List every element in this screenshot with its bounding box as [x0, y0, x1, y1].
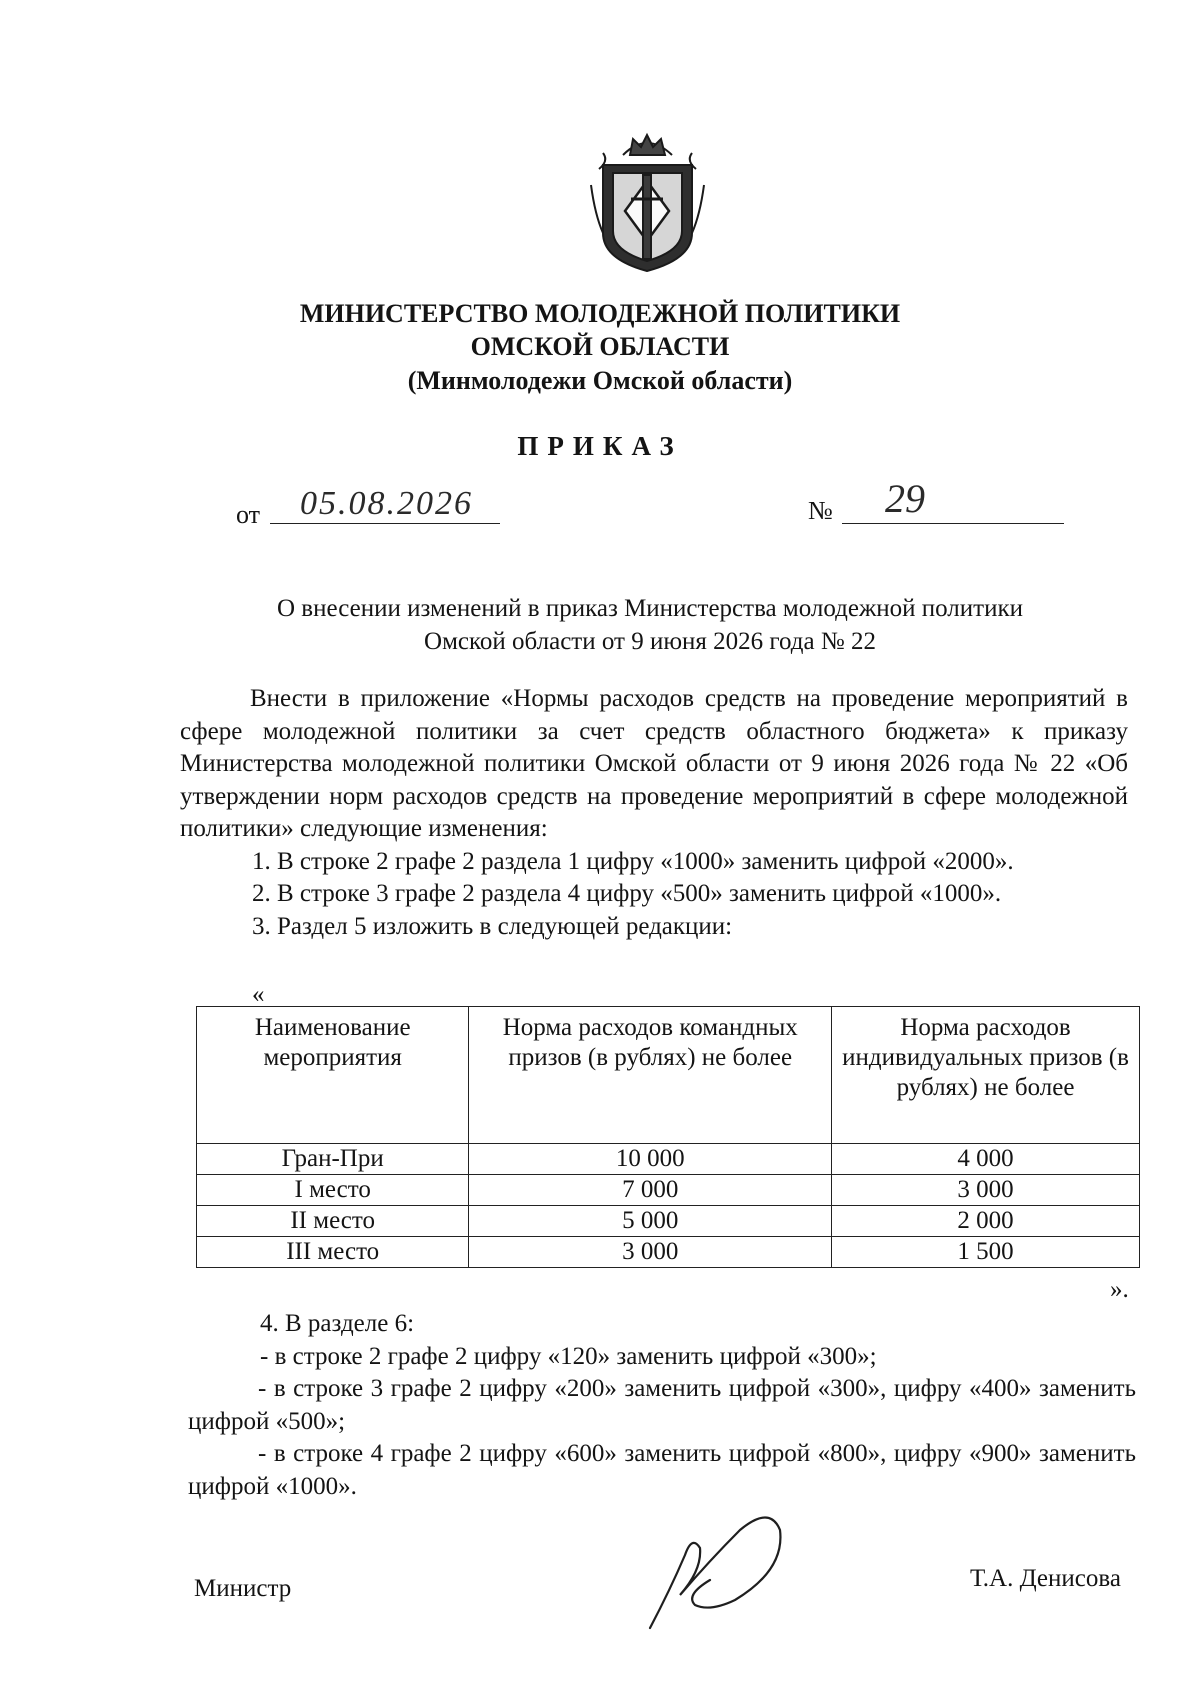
cell-individual: 3 000	[832, 1175, 1140, 1206]
quote-open: «	[252, 981, 265, 1008]
handwritten-signature-icon	[640, 1500, 800, 1635]
cell-event: Гран-При	[197, 1144, 469, 1175]
cell-team: 7 000	[469, 1175, 832, 1206]
cell-individual: 1 500	[832, 1237, 1140, 1268]
section-4-bullet-1: - в строке 2 графе 2 цифру «120» заменить цифрой «300»;	[260, 1342, 877, 1370]
cell-team: 3 000	[469, 1237, 832, 1268]
intro-paragraph: Внести в приложение «Нормы расходов средств на проведение мероприятий в сфере молодежной политики за счет средств областного бюджета» к приказу Министерства молодежной политики Омской области от 9 июня 2026 года № 22 «Об утверждении норм расходов средств на проведение мероприятий в сфере молодежной политики» следующие изменения:	[180, 685, 1128, 842]
section-4	[188, 1308, 1136, 1503]
cell-individual: 4 000	[832, 1144, 1140, 1175]
date-value: 05.08.2026	[300, 485, 473, 522]
ministry-name: МИНИСТЕРСТВО МОЛОДЕЖНОЙ ПОЛИТИКИ	[299, 299, 901, 328]
table-row	[197, 1144, 1140, 1175]
signatory-name: Т.А. Денисова	[970, 1565, 1121, 1592]
cell-individual: 2 000	[832, 1206, 1140, 1237]
title-line-1: О внесении изменений в приказ Министерства молодежной политики	[277, 595, 1023, 622]
ministry-short-name: (Минмолодежи Омской области)	[407, 366, 793, 395]
title-line-2: Омской области от 9 июня 2026 года № 22	[424, 628, 876, 655]
section-4-bullet-3: - в строке 4 графе 2 цифру «600» заменить цифрой «800», цифру «900» заменить цифрой «1000».	[188, 1440, 1136, 1500]
number-label: №	[808, 496, 833, 525]
header-individual-prizes: Норма расходов индивидуальных призов (в рублях) не более	[832, 1007, 1140, 1144]
cell-event: II место	[197, 1206, 469, 1237]
table-row	[197, 1206, 1140, 1237]
section-4-bullet-2: - в строке 3 графе 2 цифру «200» заменить цифрой «300», цифру «400» заменить цифрой «500»;	[188, 1375, 1136, 1435]
cell-event: I место	[197, 1175, 469, 1206]
prize-norms-table	[196, 1006, 1140, 1268]
header-event-name: Наименование мероприятия	[197, 1007, 469, 1144]
date-underline	[270, 523, 500, 524]
item-2: 2. В строке 3 графе 2 раздела 4 цифру «500» заменить цифрой «1000».	[252, 880, 1002, 907]
order-title	[200, 592, 1100, 658]
cell-event: III место	[197, 1237, 469, 1268]
header-team-prizes: Норма расходов командных призов (в рублях) не более	[469, 1007, 832, 1144]
date-label: от	[236, 500, 261, 529]
cell-team: 5 000	[469, 1206, 832, 1237]
coat-of-arms-icon	[585, 125, 710, 275]
cell-team: 10 000	[469, 1144, 832, 1175]
number-underline	[842, 523, 1064, 524]
table-row	[197, 1175, 1140, 1206]
region-name: ОМСКОЙ ОБЛАСТИ	[470, 332, 730, 361]
number-value: 29	[885, 476, 925, 521]
signatory-role: Министр	[194, 1575, 292, 1602]
section-4-heading: 4. В разделе 6:	[260, 1310, 415, 1337]
document-type: ПРИКАЗ	[517, 431, 683, 461]
item-1: 1. В строке 2 графе 2 раздела 1 цифру «1000» заменить цифрой «2000».	[252, 847, 1014, 875]
table-row	[197, 1237, 1140, 1268]
order-body	[180, 683, 1128, 943]
quote-close: ».	[1110, 1276, 1129, 1303]
table-header-row	[197, 1007, 1140, 1144]
item-3: 3. Раздел 5 изложить в следующей редакции:	[252, 912, 733, 940]
